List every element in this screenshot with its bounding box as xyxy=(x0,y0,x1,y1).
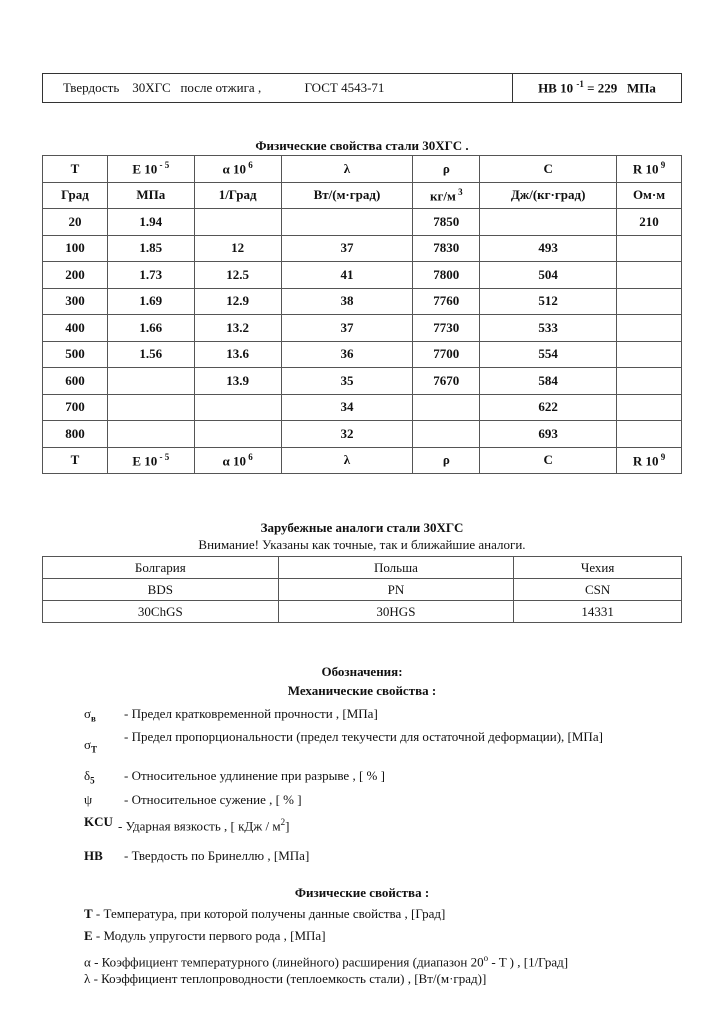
physical-properties-title: Физические свойства стали 30ХГС . xyxy=(255,138,469,153)
phys-header-units-cell xyxy=(194,182,281,209)
legend-text: - Относительное сужение , [ % ] xyxy=(124,792,302,807)
table-cell xyxy=(281,209,413,236)
phys-footer-symbols xyxy=(43,447,682,474)
header-text: Вт/(м·град) xyxy=(313,187,381,203)
table-cell: 554 xyxy=(480,341,617,368)
analogs-standards xyxy=(43,579,682,601)
header-text: ρ xyxy=(442,160,450,176)
hb-exponent: -1 xyxy=(576,79,584,90)
legend-text: - Твердость по Бринеллю , [МПа] xyxy=(124,848,310,863)
header-text: кг/м xyxy=(429,187,456,203)
legend-symbol-base: σ xyxy=(84,737,92,752)
legend-text: - Предел кратковременной прочности , [МПа] xyxy=(124,706,378,721)
table-cell: 7830 xyxy=(413,235,480,262)
hardness-box xyxy=(42,73,682,103)
analogs-title: Зарубежные аналоги стали 30ХГС xyxy=(260,520,464,535)
table-cell: Болгария xyxy=(43,557,279,579)
legend-text: - Температура, при которой получены данные свойства , [Град] xyxy=(92,906,446,921)
table-cell: 493 xyxy=(480,235,617,262)
header-exponent: 3 xyxy=(455,186,463,197)
table-cell: 500 xyxy=(43,341,108,368)
table-row xyxy=(43,209,682,236)
legend-description xyxy=(124,792,644,808)
table-cell: 1.56 xyxy=(107,341,194,368)
hardness-grade: 30ХГС xyxy=(132,80,171,95)
table-cell: PN xyxy=(278,579,514,601)
table-cell: 1.69 xyxy=(107,288,194,315)
legend-symbol xyxy=(84,737,97,755)
table-cell: 41 xyxy=(281,262,413,289)
header-text: Град xyxy=(61,187,89,203)
table-cell xyxy=(617,368,682,395)
table-cell xyxy=(617,341,682,368)
header-text: α 10 xyxy=(222,452,247,468)
header-exponent: 9 xyxy=(658,160,666,171)
table-cell: 37 xyxy=(281,235,413,262)
physical-properties-table xyxy=(42,155,682,474)
legend-symbol xyxy=(84,768,95,786)
legend-symbol-base: ψ xyxy=(84,792,93,807)
table-cell: 400 xyxy=(43,315,108,342)
table-cell: 600 xyxy=(43,368,108,395)
table-cell: Чехия xyxy=(514,557,682,579)
table-cell: 38 xyxy=(281,288,413,315)
analogs-note: Внимание! Указаны как точные, так и ближайшие аналоги. xyxy=(198,537,526,552)
legend-tail: - T ) , [1/Град] xyxy=(488,954,569,970)
table-cell: 20 xyxy=(43,209,108,236)
legend-symbol: α xyxy=(84,954,91,970)
table-cell xyxy=(107,421,194,448)
table-cell: BDS xyxy=(43,579,279,601)
table-cell: 1.66 xyxy=(107,315,194,342)
legend-symbol-base: δ xyxy=(84,768,91,783)
table-cell xyxy=(194,421,281,448)
legend-text: - Предел пропорциональности (предел текучести для остаточной деформации), [МПа] xyxy=(124,729,603,744)
table-cell xyxy=(413,421,480,448)
hardness-label: Твердость xyxy=(63,80,120,95)
legend-sup: o xyxy=(483,953,489,963)
table-cell xyxy=(617,235,682,262)
phys-header-units-cell xyxy=(281,182,413,209)
table-cell: 584 xyxy=(480,368,617,395)
table-cell xyxy=(617,421,682,448)
table-cell xyxy=(617,288,682,315)
phys-header-units-cell xyxy=(43,182,108,209)
legend-text: - Коэффициент температурного (линейного) расширения (диапазон 20 xyxy=(90,954,484,970)
phys-header-units-cell xyxy=(413,182,480,209)
table-cell: 12.9 xyxy=(194,288,281,315)
legend-sup: 2 xyxy=(280,817,286,827)
phys-header-symbols-cell xyxy=(194,156,281,183)
legend-description xyxy=(124,768,644,784)
analogs-header xyxy=(43,557,682,579)
table-row xyxy=(43,315,682,342)
phys-footer-symbols-cell xyxy=(617,447,682,474)
table-cell: 300 xyxy=(43,288,108,315)
table-cell: 622 xyxy=(480,394,617,421)
legend-symbol-base: KCU xyxy=(84,814,113,829)
table-cell: 210 xyxy=(617,209,682,236)
hardness-standard: ГОСТ 4543-71 xyxy=(304,80,385,95)
phys-header-symbols-cell xyxy=(480,156,617,183)
table-cell: 800 xyxy=(43,421,108,448)
table-cell: 200 xyxy=(43,262,108,289)
table-cell xyxy=(194,209,281,236)
header-text: T xyxy=(70,160,80,176)
legend-symbol: λ xyxy=(84,971,91,986)
table-cell: 1.94 xyxy=(107,209,194,236)
table-cell: 12 xyxy=(194,235,281,262)
header-text: E 10 xyxy=(132,161,158,177)
table-cell: 100 xyxy=(43,235,108,262)
table-cell: 13.2 xyxy=(194,315,281,342)
header-text: 1/Град xyxy=(218,187,257,203)
legend-symbol-base: σ xyxy=(84,706,92,721)
table-row xyxy=(43,288,682,315)
header-text: λ xyxy=(343,452,351,468)
mech-legend-title: Механические свойства : xyxy=(287,683,437,698)
table-row xyxy=(43,394,682,421)
legend-tail: ] xyxy=(285,818,290,834)
table-cell: 34 xyxy=(281,394,413,421)
legend-description xyxy=(124,729,644,745)
hardness-value xyxy=(513,74,682,103)
phys-legend-title: Физические свойства : xyxy=(294,885,430,900)
table-cell xyxy=(480,209,617,236)
header-exponent: - 5 xyxy=(157,160,170,171)
table-cell: 35 xyxy=(281,368,413,395)
table-cell: CSN xyxy=(514,579,682,601)
table-row xyxy=(43,262,682,289)
phys-footer-symbols-cell xyxy=(413,447,480,474)
legend-symbol: E xyxy=(84,928,93,943)
phys-header-symbols-cell xyxy=(107,156,194,183)
table-cell: 7700 xyxy=(413,341,480,368)
legend-symbol-sub: в xyxy=(91,713,96,724)
legend-description xyxy=(124,848,644,864)
table-cell: 693 xyxy=(480,421,617,448)
header-exponent: 9 xyxy=(658,451,666,462)
phys-legend-item xyxy=(84,906,445,922)
phys-footer-symbols-cell xyxy=(480,447,617,474)
header-text: λ xyxy=(343,160,351,176)
table-cell xyxy=(413,394,480,421)
header-text: E 10 xyxy=(132,452,158,468)
phys-header-units-cell xyxy=(107,182,194,209)
header-text: C xyxy=(543,160,553,176)
table-cell xyxy=(617,262,682,289)
table-cell xyxy=(617,315,682,342)
header-exponent: - 5 xyxy=(157,451,170,462)
table-cell xyxy=(194,394,281,421)
hardness-description xyxy=(43,74,513,103)
header-text: C xyxy=(543,452,553,468)
phys-footer-symbols-cell xyxy=(194,447,281,474)
legend-title: Обозначения: xyxy=(321,664,403,679)
header-text: Ом·м xyxy=(632,187,666,203)
table-cell: 700 xyxy=(43,394,108,421)
table-cell xyxy=(107,368,194,395)
table-cell: 13.9 xyxy=(194,368,281,395)
phys-header-units-cell xyxy=(617,182,682,209)
table-cell: 37 xyxy=(281,315,413,342)
legend-symbol: T xyxy=(84,906,93,921)
legend-symbol xyxy=(84,792,92,808)
phys-footer-symbols-cell xyxy=(43,447,108,474)
header-text: ρ xyxy=(442,452,450,468)
table-cell: 36 xyxy=(281,341,413,368)
table-cell: 12.5 xyxy=(194,262,281,289)
phys-legend-item xyxy=(84,950,568,970)
phys-legend-item xyxy=(84,971,486,987)
table-cell: 13.6 xyxy=(194,341,281,368)
table-cell: 32 xyxy=(281,421,413,448)
table-row xyxy=(43,368,682,395)
header-exponent: 6 xyxy=(246,160,253,171)
header-text: R 10 xyxy=(632,452,659,468)
table-cell: 14331 xyxy=(514,601,682,623)
analogs-grades xyxy=(43,601,682,623)
hb-number: = 229 xyxy=(587,80,618,96)
table-cell: 7670 xyxy=(413,368,480,395)
phys-header-symbols xyxy=(43,156,682,183)
header-text: α 10 xyxy=(222,161,247,177)
hb-prefix: HB 10 xyxy=(538,80,574,96)
legend-text: - Модуль упругости первого рода , [МПа] xyxy=(92,928,326,943)
legend-symbol xyxy=(84,706,96,724)
phys-legend-item xyxy=(84,928,326,944)
phys-header-units xyxy=(43,182,682,209)
phys-header-symbols-cell xyxy=(281,156,413,183)
table-cell: 7730 xyxy=(413,315,480,342)
phys-footer-symbols-cell xyxy=(107,447,194,474)
hardness-condition: после отжига , xyxy=(180,80,262,95)
phys-header-symbols-cell xyxy=(43,156,108,183)
table-row xyxy=(43,421,682,448)
header-exponent: 6 xyxy=(246,451,253,462)
analogs-table xyxy=(42,556,682,623)
table-cell xyxy=(107,394,194,421)
legend-description xyxy=(118,814,638,834)
phys-header-symbols-cell xyxy=(413,156,480,183)
header-text: R 10 xyxy=(632,161,659,177)
header-text: МПа xyxy=(136,187,166,203)
table-row xyxy=(43,341,682,368)
legend-symbol-sub: T xyxy=(91,744,98,755)
legend-text: - Коэффициент теплопроводности (теплоемкость стали) , [Вт/(м·град)] xyxy=(90,971,487,986)
table-cell: 7850 xyxy=(413,209,480,236)
hb-unit: МПа xyxy=(627,80,656,96)
table-cell: 512 xyxy=(480,288,617,315)
table-cell: 7760 xyxy=(413,288,480,315)
legend-symbol xyxy=(84,814,113,830)
header-text: Дж/(кг·град) xyxy=(510,187,586,203)
phys-header-units-cell xyxy=(480,182,617,209)
phys-header-symbols-cell xyxy=(617,156,682,183)
table-cell xyxy=(617,394,682,421)
legend-symbol xyxy=(84,848,103,864)
legend-text: - Относительное удлинение при разрыве , [ % ] xyxy=(124,768,385,783)
table-cell: Польша xyxy=(278,557,514,579)
table-cell: 30HGS xyxy=(278,601,514,623)
phys-footer-symbols-cell xyxy=(281,447,413,474)
table-cell: 504 xyxy=(480,262,617,289)
table-cell: 7800 xyxy=(413,262,480,289)
header-text: T xyxy=(70,452,80,468)
legend-text: - Ударная вязкость , [ кДж / м xyxy=(118,818,281,834)
table-cell: 30ChGS xyxy=(43,601,279,623)
table-cell: 1.73 xyxy=(107,262,194,289)
legend-symbol-base: HB xyxy=(84,848,103,863)
table-cell: 533 xyxy=(480,315,617,342)
legend-description xyxy=(124,706,644,722)
table-row xyxy=(43,235,682,262)
table-cell: 1.85 xyxy=(107,235,194,262)
legend-symbol-sub: 5 xyxy=(90,775,95,786)
